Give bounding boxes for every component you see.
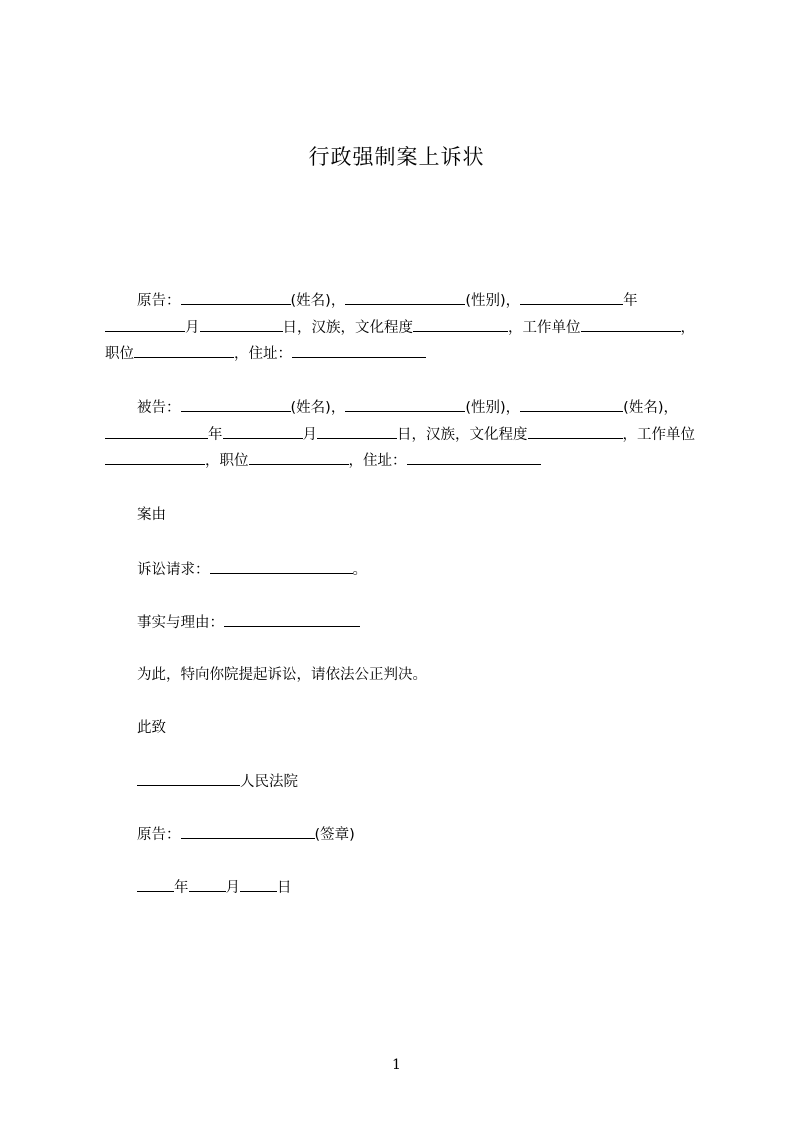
date-year-label: 年	[174, 880, 189, 896]
court-line	[137, 771, 298, 792]
claims-end: 。	[352, 562, 367, 578]
salutation: 此致	[137, 720, 166, 736]
signature-label: 原告：	[137, 827, 181, 843]
defendant-birth-day-blank	[317, 424, 397, 439]
plaintiff-birth-day-blank	[200, 317, 283, 332]
plaintiff-position-label: 职位	[105, 346, 134, 362]
defendant-education-blank	[528, 424, 623, 439]
defendant-name-hint-2: (姓名)，	[623, 400, 678, 416]
claims-label: 诉讼请求：	[137, 562, 210, 578]
defendant-birth-year-blank	[105, 424, 208, 439]
plaintiff-position-blank	[134, 343, 234, 358]
page-number: 1	[392, 1057, 401, 1073]
plaintiff-name-blank	[181, 290, 291, 305]
date-day-label: 日	[277, 880, 292, 896]
case-cause: 案由	[137, 507, 166, 523]
plaintiff-birth-year-blank	[520, 290, 623, 305]
defendant-year-label: 年	[208, 426, 223, 443]
defendant-name-blank	[181, 397, 291, 412]
court-suffix: 人民法院	[240, 774, 298, 790]
plaintiff-year-label: 年	[623, 293, 638, 309]
defendant-work-suffix: 单位	[666, 426, 695, 443]
plaintiff-address-label: ，住址：	[234, 346, 292, 362]
plaintiff-comma: ，	[680, 319, 695, 336]
date-month-label: 月	[225, 880, 240, 896]
plaintiff-education-blank	[413, 317, 508, 332]
defendant-gender-blank	[345, 397, 465, 412]
defendant-address-blank	[407, 450, 541, 465]
plaintiff-gender-hint: (性别)，	[465, 293, 521, 309]
defendant-day-ethnic-education: 日，汉族，文化程度	[397, 426, 528, 443]
court-name-blank	[137, 771, 240, 786]
facts-label: 事实与理由：	[137, 615, 224, 631]
defendant-address-label: ，住址：	[348, 453, 407, 469]
signature-blank	[181, 824, 315, 839]
plaintiff-paragraph	[105, 288, 700, 368]
date-day-blank	[240, 877, 277, 892]
facts-blank	[224, 612, 360, 627]
date-line	[137, 877, 292, 898]
plaintiff-address-blank	[292, 343, 426, 358]
facts-line	[137, 612, 360, 633]
defendant-name-blank-2	[520, 397, 623, 412]
plaintiff-work-unit-blank	[581, 317, 681, 332]
signature-line	[137, 824, 355, 845]
defendant-name-hint: (姓名)，	[290, 400, 346, 416]
defendant-gender-hint: (性别)，	[465, 400, 521, 416]
defendant-label: 被告：	[137, 400, 181, 416]
plaintiff-name-hint: (姓名)，	[290, 293, 346, 309]
claims-line	[137, 559, 367, 580]
defendant-birth-month-blank	[223, 424, 303, 439]
defendant-paragraph	[105, 395, 700, 475]
claims-blank	[210, 559, 353, 574]
date-year-blank	[137, 877, 174, 892]
defendant-work-unit-blank	[105, 450, 205, 465]
document-title: 行政强制案上诉状	[308, 145, 485, 169]
plaintiff-day-ethnic-education: 日，汉族，文化程度	[282, 319, 413, 336]
signature-seal: (签章)	[314, 827, 355, 843]
plaintiff-work-unit-label: ，工作单位	[508, 319, 581, 336]
plaintiff-month-label: 月	[185, 319, 200, 336]
defendant-position-blank	[249, 450, 349, 465]
plaintiff-birth-month-blank	[105, 317, 185, 332]
plaintiff-label: 原告：	[137, 293, 181, 309]
date-month-blank	[189, 877, 226, 892]
defendant-month-label: 月	[302, 426, 317, 443]
defendant-work-prefix: ，工作	[622, 426, 666, 443]
plaintiff-gender-blank	[345, 290, 465, 305]
defendant-position-label: ，职位	[205, 453, 249, 469]
request-line: 为此，特向你院提起诉讼，请依法公正判决。	[137, 667, 427, 683]
